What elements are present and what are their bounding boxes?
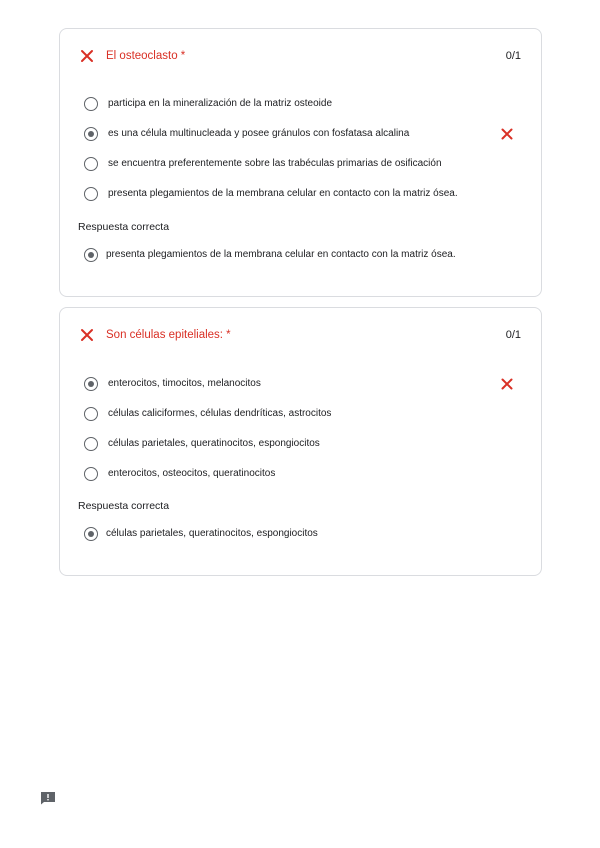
question-header (80, 49, 521, 67)
question-score: 0/1 (505, 329, 521, 341)
option-item[interactable] (84, 437, 521, 453)
option-label: participa en la mineralización de la matriz osteoide (108, 98, 333, 109)
correct-answer-heading: Respuesta correcta (78, 221, 170, 233)
option-label: se encuentra preferentemente sobre las trabéculas primarias de osificación (108, 158, 442, 169)
question-header (80, 328, 521, 346)
radio-button-selected[interactable] (84, 127, 98, 141)
option-item[interactable] (84, 407, 521, 423)
close-icon (501, 128, 513, 140)
correct-answer-label: presenta plegamientos de la membrana celular en contacto con la matriz ósea. (106, 249, 456, 260)
radio-button[interactable] (84, 467, 98, 481)
option-item[interactable] (84, 97, 521, 113)
radio-button-selected[interactable] (84, 377, 98, 391)
option-label: enterocitos, osteocitos, queratinocitos (108, 468, 276, 479)
option-label: presenta plegamientos de la membrana celular en contacto con la matriz ósea. (108, 188, 458, 199)
radio-button[interactable] (84, 157, 98, 171)
radio-button[interactable] (84, 407, 98, 421)
option-label: enterocitos, timocitos, melanocitos (108, 378, 261, 389)
feedback-icon[interactable] (40, 791, 56, 805)
question-title: El osteoclasto * (106, 50, 186, 62)
option-label: células caliciformes, células dendríticas, astrocitos (108, 408, 332, 419)
question-title: Son células epiteliales: * (106, 329, 231, 341)
option-item[interactable] (84, 127, 521, 143)
option-item[interactable] (84, 157, 521, 173)
option-label: es una célula multinucleada y posee gránulos con fosfatasa alcalina (108, 128, 410, 139)
question-card-2 (59, 307, 542, 576)
correct-answer-item (84, 248, 521, 264)
question-card-1 (59, 28, 542, 297)
radio-button-selected (84, 248, 98, 262)
radio-button[interactable] (84, 437, 98, 451)
correct-answer-item (84, 527, 521, 543)
question-score: 0/1 (505, 50, 521, 62)
close-icon (80, 49, 94, 63)
radio-button-selected (84, 527, 98, 541)
option-item[interactable] (84, 467, 521, 483)
radio-button[interactable] (84, 187, 98, 201)
option-item[interactable] (84, 187, 521, 203)
radio-button[interactable] (84, 97, 98, 111)
correct-answer-label: células parietales, queratinocitos, espongiocitos (106, 528, 318, 539)
close-icon (501, 378, 513, 390)
option-label: células parietales, queratinocitos, espongiocitos (108, 438, 320, 449)
correct-answer-heading: Respuesta correcta (78, 500, 170, 512)
option-item[interactable] (84, 377, 521, 393)
close-icon (80, 328, 94, 342)
